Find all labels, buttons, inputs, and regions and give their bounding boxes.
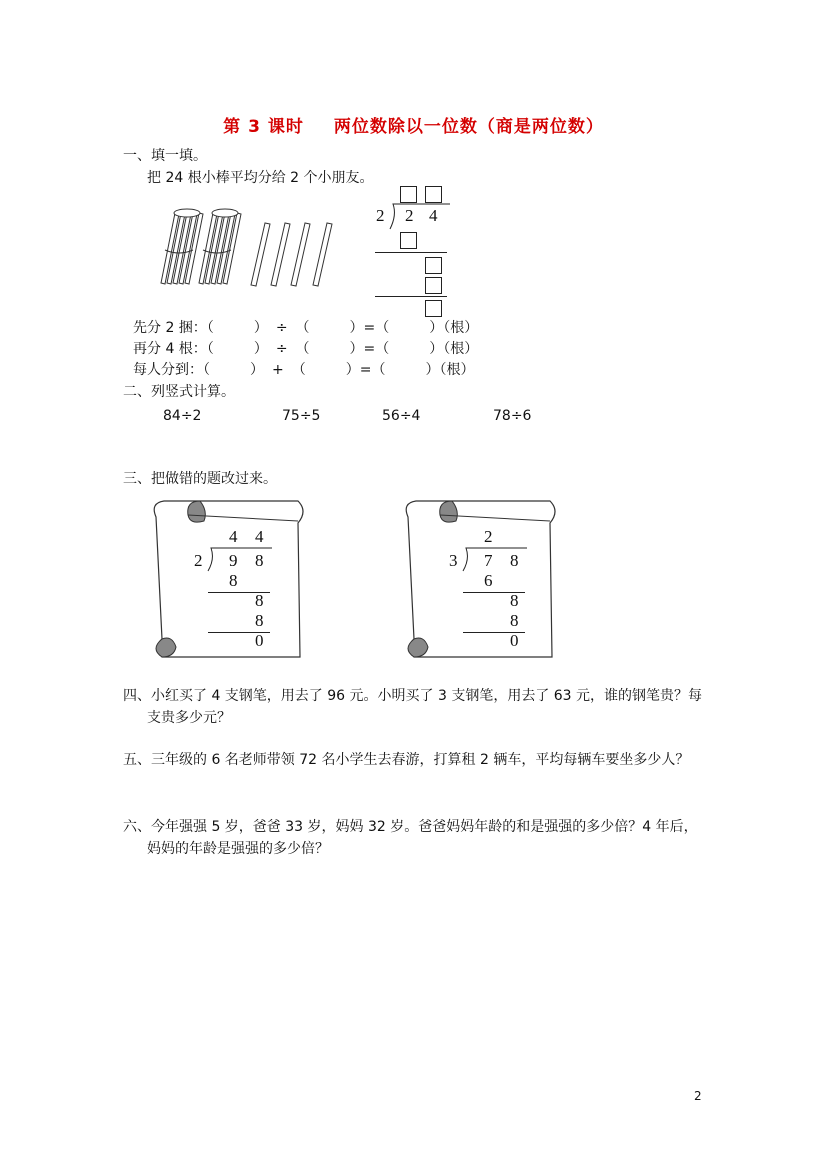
dividend-tens: 2 <box>405 206 414 225</box>
equals: = <box>363 320 376 336</box>
step3-box[interactable] <box>425 277 442 294</box>
division-bracket <box>388 203 450 231</box>
paren-close: ） <box>250 362 264 378</box>
remainder-box[interactable] <box>425 300 442 317</box>
scroll-1 <box>150 497 310 662</box>
single-sticks <box>251 223 332 286</box>
paren-open: （ <box>375 341 390 357</box>
stick-bundle-2 <box>199 209 241 284</box>
row-label: 再分 4 根： <box>133 341 207 357</box>
paren-open: （ <box>203 362 210 378</box>
scroll2-remainder: 0 <box>510 631 519 650</box>
scroll2-dividend-tens: 7 <box>484 551 493 570</box>
scroll1-dividend-tens: 9 <box>229 551 238 570</box>
unit: （根） <box>443 341 479 357</box>
scroll1-divisor: 2 <box>194 551 203 570</box>
divider-line-1 <box>375 252 447 253</box>
section4-line1: 四、小红买了 4 支钢笔，用去了 96 元。小明买了 3 支钢笔，用去了 63 元，谁的钢笔贵？每 <box>123 688 703 704</box>
step2-box[interactable] <box>425 257 442 274</box>
divisor: 2 <box>376 206 385 225</box>
dividend-ones: 4 <box>429 206 438 225</box>
section3-heading: 三、把做错的题改过来。 <box>123 471 277 487</box>
scroll2-quotient: 2 <box>484 527 493 546</box>
paren-open: （ <box>206 341 214 357</box>
step1-box[interactable] <box>400 232 417 249</box>
section6-line2: 妈妈的年龄是强强的多少倍？ <box>147 841 329 857</box>
scroll2-step2: 8 <box>510 591 519 610</box>
scroll1-quotient-tens: 4 <box>229 527 238 546</box>
page-title <box>0 112 827 137</box>
paren-open: （ <box>371 362 386 378</box>
paren-close: ） <box>429 341 444 357</box>
unit: （根） <box>443 320 479 336</box>
paren-close: ） <box>429 320 444 336</box>
scroll2-step3: 8 <box>510 611 519 630</box>
section5-line1: 五、三年级的 6 名老师带领 72 名小学生去春游，打算租 2 辆车，平均每辆车要坐多少人？ <box>123 752 690 768</box>
fill-row <box>133 339 478 359</box>
paren-open: （ <box>375 320 390 336</box>
paren-close: ） <box>253 341 268 357</box>
quotient-tens-box[interactable] <box>400 186 417 203</box>
scroll2-dividend-ones: 8 <box>510 551 519 570</box>
divider-line-2 <box>375 296 447 297</box>
scroll-2 <box>402 497 562 662</box>
scroll-frame-icon <box>402 497 562 662</box>
equals: = <box>359 362 372 378</box>
scroll1-step3: 8 <box>255 611 264 630</box>
section1-intro: 把 24 根小棒平均分给 2 个小朋友。 <box>147 170 374 186</box>
row-label: 每人分到： <box>133 362 203 378</box>
operator: ÷ <box>275 320 288 336</box>
scroll1-dividend-ones: 8 <box>255 551 264 570</box>
scroll1-step1: 8 <box>229 571 238 590</box>
sticks-illustration <box>155 205 345 295</box>
section2-heading: 二、列竖式计算。 <box>123 384 235 400</box>
paren-close: ） <box>345 362 360 378</box>
operator: + <box>272 362 284 378</box>
paren-open: （ <box>295 341 310 357</box>
fill-row <box>133 360 474 380</box>
section1-heading: 一、填一填。 <box>123 148 207 164</box>
scroll1-step2: 8 <box>255 591 264 610</box>
unit: （根） <box>439 362 475 378</box>
paren-close: ） <box>349 320 364 336</box>
equals: = <box>363 341 376 357</box>
paren-open: （ <box>291 362 306 378</box>
operator: ÷ <box>275 341 288 357</box>
problem-3: 56÷4 <box>382 408 421 424</box>
stick-bundle-1 <box>161 209 203 284</box>
scroll2-step1: 6 <box>484 571 493 590</box>
fill-row <box>133 318 478 338</box>
lesson-topic: 两位数除以一位数（商是两位数） <box>333 117 604 137</box>
scroll1-remainder: 0 <box>255 631 264 650</box>
paren-close: ） <box>425 362 440 378</box>
paren-open: （ <box>206 320 214 336</box>
paren-close: ） <box>253 320 268 336</box>
problem-2: 75÷5 <box>282 408 321 424</box>
lesson-number: 第 3 课时 <box>223 117 304 137</box>
paren-close: ） <box>349 341 364 357</box>
paren-open: （ <box>295 320 310 336</box>
scroll1-quotient-ones: 4 <box>255 527 264 546</box>
row-label: 先分 2 捆： <box>133 320 207 336</box>
problem-4: 78÷6 <box>493 408 532 424</box>
problem-1: 84÷2 <box>163 408 202 424</box>
scroll2-divisor: 3 <box>449 551 458 570</box>
page-number: 2 <box>694 1089 702 1103</box>
quotient-ones-box[interactable] <box>425 186 442 203</box>
section6-line1: 六、今年强强 5 岁，爸爸 33 岁，妈妈 32 岁。爸爸妈妈年龄的和是强强的多少倍？4 年后， <box>123 819 698 835</box>
section4-line2: 支贵多少元？ <box>147 710 231 726</box>
